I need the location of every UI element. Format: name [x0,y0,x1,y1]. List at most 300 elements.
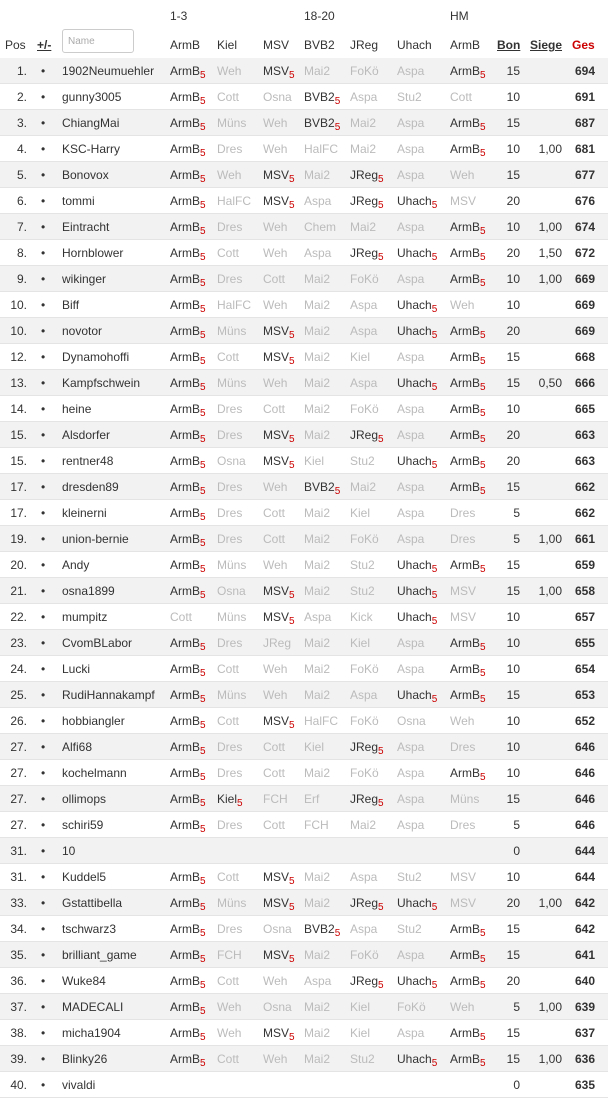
row-tip [170,376,206,393]
row-tip [217,324,246,341]
tip-team: JReg [350,974,379,988]
tip-points: 5 [289,70,295,81]
tip-team: ArmB [450,974,480,988]
row-position: 31. [10,870,27,884]
row-tip [450,792,479,809]
row-total: 681 [574,142,595,156]
tip-points: 5 [431,564,438,575]
row-position: 10. [10,324,27,338]
row-tip [170,584,206,601]
tip-points: 5 [200,798,206,809]
tip-team: Aspa [397,818,425,832]
tip-team: Müns [217,116,247,130]
row-bonus: 10 [506,142,520,156]
row-trend-dot: • [41,1078,46,1092]
row-tip [263,1000,292,1017]
row-trend-dot: • [41,90,46,104]
tip-team: Aspa [397,506,425,520]
row-total: 669 [574,324,595,338]
table-row [0,630,608,656]
tip-team: Stu2 [350,454,375,468]
tip-team: Kiel [350,1026,371,1040]
row-bonus: 15 [506,948,520,962]
row-player-name[interactable]: vivaldi [62,1078,96,1092]
row-player-name[interactable]: Bonovox [62,168,109,182]
row-position: 40. [10,1078,27,1092]
row-player-name[interactable]: brilliant_game [62,948,137,962]
tip-team: ArmB [170,324,200,338]
row-tip [397,584,437,601]
row-tip [170,142,206,159]
row-tip [450,688,486,705]
row-player-name[interactable]: Biff [62,298,80,312]
table-row [0,292,608,318]
row-player-name[interactable]: ollimops [62,792,107,806]
row-trend-dot: • [41,402,46,416]
tip-team: Mai2 [304,558,331,572]
tip-team: Mai2 [304,64,331,78]
tip-team: ArmB [170,350,200,364]
header-tip-5: JReg [350,38,379,52]
tip-team: JReg [350,428,379,442]
tip-team: Aspa [397,636,425,650]
row-tip [217,298,251,315]
tip-team: ArmB [450,428,480,442]
row-player-name[interactable]: Wuke84 [62,974,106,988]
tip-team: ArmB [450,480,480,494]
tip-team: MSV [263,64,290,78]
tip-team: Mai2 [304,948,331,962]
row-tip [304,324,330,341]
tip-team: Mai2 [304,532,331,546]
row-trend-dot: • [41,662,46,676]
tip-points: 5 [200,746,206,757]
tip-team: ArmB [170,584,200,598]
row-tip [397,64,424,81]
row-tip [350,428,384,445]
tip-team: Weh [450,168,475,182]
table-row [0,656,608,682]
tip-team: Aspa [350,376,378,390]
row-tip [450,116,486,133]
row-tip [304,584,330,601]
tip-points: 5 [431,1058,438,1069]
row-tip [450,974,486,991]
row-total: 691 [574,90,595,104]
row-bonus: 10 [506,740,520,754]
row-player-name[interactable]: Alfi68 [62,740,93,754]
table-row [0,552,608,578]
table-row [0,682,608,708]
row-position: 38. [10,1026,27,1040]
tip-team: ArmB [450,116,480,130]
row-player-name[interactable]: Andy [62,558,90,572]
table-row [0,266,608,292]
table-row [0,968,608,994]
row-player-name[interactable]: micha1904 [62,1026,121,1040]
row-tip [263,350,295,367]
row-player-name[interactable]: Kuddel5 [62,870,107,884]
row-player-name[interactable]: hobbiangler [62,714,125,728]
tip-team: FCH [263,792,288,806]
tip-team: ArmB [450,350,480,364]
row-tip [450,714,474,731]
row-tip [217,636,242,653]
row-position: 17. [10,506,27,520]
tip-team: Weh [263,142,288,156]
tip-points: 5 [480,434,486,445]
row-tip [263,870,295,887]
row-tip [304,1000,330,1017]
row-tip [350,532,379,549]
tip-team: Mai2 [304,688,331,702]
row-tip [217,272,242,289]
tip-team: JReg [350,792,379,806]
tip-team: MSV [450,194,477,208]
row-tip [170,948,206,965]
row-player-name[interactable]: 1902Neumuehler [62,64,155,78]
tip-points: 5 [334,928,341,939]
tip-team: FoKö [350,272,379,286]
tip-team: Dres [217,480,243,494]
row-position: 7. [16,220,27,234]
row-player-name[interactable]: kochelmann [62,766,127,780]
header-bon-sort[interactable]: Bon [497,38,521,52]
tip-team: Aspa [397,168,425,182]
tip-team: Weh [217,168,242,182]
tip-team: MSV [263,610,290,624]
tip-points: 5 [200,512,206,523]
row-tip [397,246,437,263]
tip-points: 5 [200,382,206,393]
tip-points: 5 [480,278,486,289]
tip-team: ArmB [170,64,200,78]
row-tip [170,428,206,445]
row-tip [170,740,206,757]
row-tip [350,766,379,783]
tip-team: ArmB [170,428,200,442]
tip-points: 5 [378,980,384,991]
tip-team: Osna [217,584,246,598]
row-tip [350,272,379,289]
row-tip [397,376,437,393]
row-trend-dot: • [41,376,46,390]
table-row [0,474,608,500]
tip-points: 5 [431,460,438,471]
row-tip [350,740,384,757]
row-player-name[interactable]: 10 [62,844,76,858]
row-tip [350,922,377,939]
row-tip [170,558,206,575]
tip-points: 5 [289,720,295,731]
tip-team: Erf [304,792,320,806]
row-total: 677 [574,168,595,182]
tip-team: Uhach [397,324,432,338]
table-row [0,318,608,344]
tip-team: ArmB [170,90,200,104]
row-siege: 1,00 [538,896,562,910]
column-groups [0,9,608,25]
tip-team: Mai2 [350,142,377,156]
row-player-name[interactable]: KSC-Harry [62,142,121,156]
row-total: 694 [574,64,595,78]
row-player-name[interactable]: heine [62,402,92,416]
tip-team: ArmB [170,168,200,182]
row-tip [217,64,241,81]
row-siege: 1,00 [538,142,562,156]
tip-team: MSV [263,870,290,884]
tip-points: 5 [200,694,206,705]
row-total: 666 [574,376,595,390]
tip-points: 5 [480,148,486,159]
table-row [0,526,608,552]
row-player-name[interactable]: Kampfschwein [62,376,141,390]
row-tip [304,688,330,705]
row-player-name[interactable]: Gstattibella [62,896,123,910]
row-player-name[interactable]: novotor [62,324,103,338]
table-row [0,604,608,630]
tip-team: ArmB [450,376,480,390]
tip-points: 5 [480,564,486,575]
row-player-name[interactable]: Blinky26 [62,1052,108,1066]
tip-team: Mai2 [304,896,331,910]
tip-team: Aspa [397,766,425,780]
tip-points: 5 [480,226,486,237]
header-tip-3: MSV [263,38,290,52]
tip-team: MSV [263,584,290,598]
row-tip [263,298,287,315]
row-player-name[interactable]: MADECALI [62,1000,124,1014]
row-bonus: 15 [506,350,520,364]
tip-points: 5 [480,668,486,679]
header-siege-sort[interactable]: Siege [530,38,563,52]
row-tip [450,558,486,575]
tip-points: 5 [334,486,341,497]
row-tip [263,246,287,263]
row-tip [450,402,486,419]
row-player-name[interactable]: kleinerni [62,506,107,520]
tip-team: Osna [263,922,292,936]
tip-team: Mai2 [304,1000,331,1014]
tip-points: 5 [378,798,384,809]
tip-team: ArmB [170,948,200,962]
table-row [0,1020,608,1046]
tip-team: MSV [263,896,290,910]
tip-team: Mai2 [304,428,331,442]
tip-points: 5 [289,174,295,185]
tip-team: Dres [450,740,476,754]
tip-team: HalFC [304,714,339,728]
table-row [0,84,608,110]
row-player-name[interactable]: Lucki [62,662,91,676]
row-tip [304,532,330,549]
tip-points: 5 [200,668,206,679]
tip-team: ArmB [450,142,480,156]
row-tip [450,532,475,549]
tip-team: ArmB [170,402,200,416]
row-trend-dot: • [41,168,46,182]
row-tip [350,194,384,211]
tip-team: Aspa [350,324,378,338]
row-player-name[interactable]: ChiangMai [62,116,120,130]
tip-team: Stu2 [397,922,422,936]
row-tip [217,740,242,757]
tip-points: 5 [480,330,486,341]
tip-team: ArmB [450,64,480,78]
tip-team: Cott [217,714,240,728]
tip-team: Weh [450,1000,475,1014]
row-tip [263,896,295,913]
row-bonus: 20 [506,454,520,468]
row-player-name[interactable]: dresden89 [62,480,119,494]
row-player-name[interactable]: rentner48 [62,454,114,468]
row-tip [350,246,384,263]
row-tip [170,64,206,81]
row-position: 14. [10,402,27,416]
row-player-name[interactable]: union-bernie [62,532,129,546]
tip-team: ArmB [450,922,480,936]
row-total: 662 [574,480,595,494]
tip-team: BVB2 [304,116,335,130]
row-player-name[interactable]: wikinger [62,272,107,286]
row-bonus: 15 [506,376,520,390]
row-tip [450,246,486,263]
tip-points: 5 [480,694,486,705]
row-player-name[interactable]: mumpitz [62,610,108,624]
row-tip [350,350,370,367]
row-bonus: 20 [506,974,520,988]
row-total: 687 [574,116,595,130]
header-plusminus-sort[interactable]: +/- [37,38,52,52]
row-trend-dot: • [41,922,46,936]
row-player-name[interactable]: RudiHannakampf [62,688,155,702]
row-tip [350,454,375,471]
tip-points: 5 [378,902,384,913]
row-tip [263,584,295,601]
row-total: 646 [574,818,595,832]
tip-points: 5 [289,954,295,965]
row-tip [217,90,239,107]
tip-points: 5 [200,980,206,991]
row-tip [170,610,192,627]
tip-team: Cott [263,818,286,832]
tip-team: Dres [450,506,476,520]
row-total: 642 [574,896,595,910]
tip-team: Aspa [397,64,425,78]
row-tip [450,610,476,627]
row-player-name[interactable]: schiri59 [62,818,104,832]
row-bonus: 15 [506,1052,520,1066]
tip-team: Aspa [304,974,332,988]
tip-team: Uhach [397,194,432,208]
row-position: 35. [10,948,27,962]
row-tip [263,116,287,133]
row-tip [304,662,330,679]
header-tip-1: ArmB [170,38,200,52]
tip-team: Uhach [397,246,432,260]
row-tip [217,896,246,913]
table-header [0,38,608,54]
row-tip [350,168,384,185]
tip-team: FCH [304,818,329,832]
row-position: 25. [10,688,27,702]
row-tip [170,688,206,705]
table-row [0,422,608,448]
tip-team: Dres [217,506,243,520]
row-tip [397,298,437,315]
row-player-name[interactable]: Alsdorfer [62,428,111,442]
tip-team: ArmB [170,1052,200,1066]
row-total: 668 [574,350,595,364]
tip-points: 5 [480,954,486,965]
row-player-name[interactable]: tommi [62,194,95,208]
tip-points: 5 [289,200,295,211]
row-tip [350,714,379,731]
row-tip [350,584,375,601]
row-tip [450,766,486,783]
tip-points: 5 [289,590,295,601]
row-tip [217,168,241,185]
row-siege: 1,00 [538,584,562,598]
tip-team: Mai2 [304,662,331,676]
tip-team: FoKö [350,714,379,728]
tip-team: MSV [263,454,290,468]
row-player-name[interactable]: Dynamohoffi [62,350,130,364]
tip-points: 5 [431,694,438,705]
row-tip [170,818,206,835]
tip-team: ArmB [450,662,480,676]
row-player-name[interactable]: osna1899 [62,584,115,598]
tip-points: 5 [200,96,206,107]
tip-team: Osna [263,90,292,104]
row-tip [397,1026,424,1043]
row-tip [450,272,486,289]
tip-team: Uhach [397,298,432,312]
group-label: HM [450,9,469,23]
row-tip [450,584,476,601]
row-player-name[interactable]: Hornblower [62,246,124,260]
row-tip [217,662,239,679]
tip-points: 5 [200,564,206,575]
row-tip [397,818,424,835]
tip-team: Aspa [304,246,332,260]
row-tip [350,64,379,81]
row-tip [217,246,239,263]
row-player-name[interactable]: gunny3005 [62,90,122,104]
tip-team: Mai2 [350,818,377,832]
row-tip [170,662,206,679]
table-row [0,188,608,214]
tip-team: Dres [450,532,476,546]
row-trend-dot: • [41,1052,46,1066]
row-position: 3. [16,116,27,130]
tip-team: Weh [263,688,288,702]
row-player-name[interactable]: CvomBLabor [62,636,133,650]
tip-team: ArmB [450,454,480,468]
row-tip [170,324,206,341]
row-tip [217,558,246,575]
tip-points: 5 [200,1032,206,1043]
row-siege: 0,50 [538,376,562,390]
tip-points: 5 [378,252,384,263]
row-bonus: 10 [506,662,520,676]
row-player-name[interactable]: Eintracht [62,220,110,234]
tip-team: Mai2 [304,324,331,338]
row-trend-dot: • [41,142,46,156]
row-trend-dot: • [41,532,46,546]
row-player-name[interactable]: tschwarz3 [62,922,117,936]
row-total: 662 [574,506,595,520]
